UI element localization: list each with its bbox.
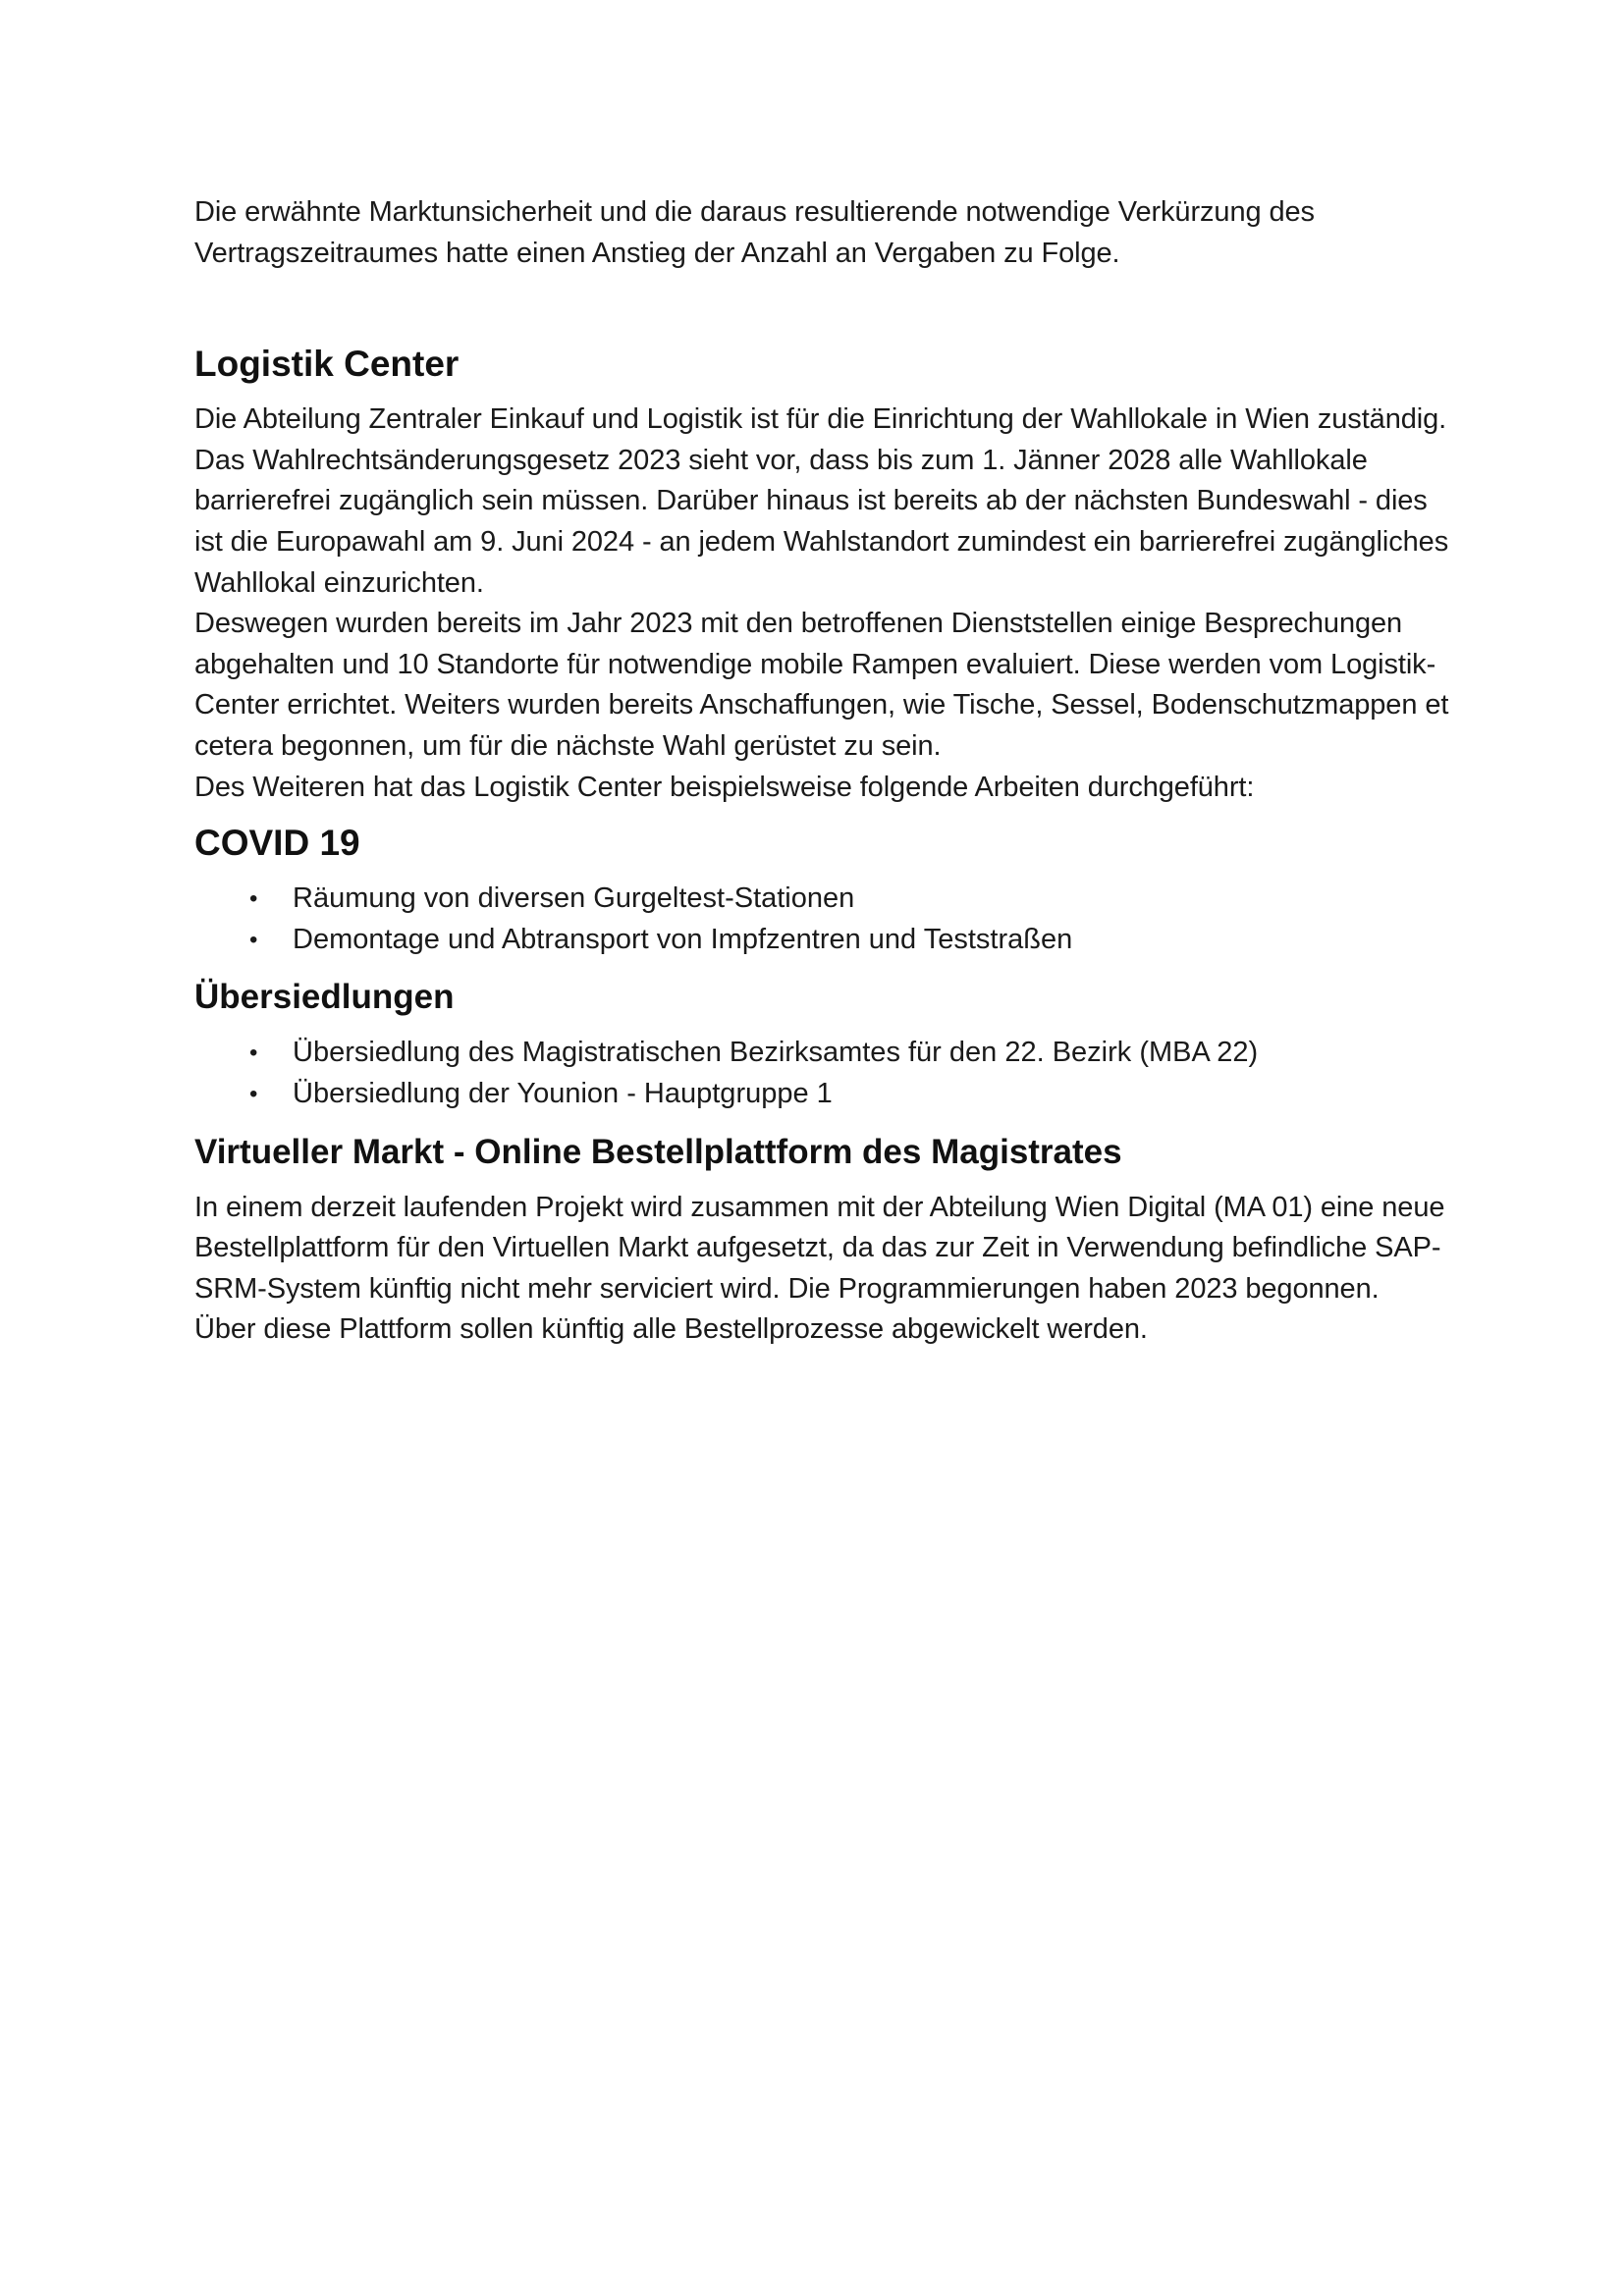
uebersiedlungen-list — [194, 1033, 1461, 1114]
list-item-text: Übersiedlung der Younion - Hauptgruppe 1 — [293, 1077, 833, 1109]
bullet-icon: • — [249, 1040, 258, 1067]
heading-covid-19: COVID 19 — [194, 823, 360, 864]
list-item — [194, 879, 1461, 920]
heading-logistik-center: Logistik Center — [194, 344, 460, 385]
intro-paragraph: Die erwähnte Marktunsicherheit und die daraus resultierende notwendige Verkürzung des Vertragszeitraumes hatte einen Anstieg der Anzahl an Vergaben zu Folge. — [194, 196, 1315, 269]
list-item — [194, 920, 1461, 961]
list-item — [194, 1074, 1461, 1115]
heading-virtueller-markt: Virtueller Markt - Online Bestellplattform des Magistrates — [194, 1132, 1122, 1171]
logistik-paragraph-1: Die Abteilung Zentraler Einkauf und Logistik ist für die Einrichtung der Wahllokale in Wien zuständig. Das Wahlrechtsänderungsgesetz 2023 sieht vor, dass bis zum 1. Jänner 2028 alle Wahllokale barrierefrei zugänglich sein müssen. Darüber hinaus ist bereits ab der nächsten Bundeswahl - dies ist die Europawahl am 9. Juni 2024 - an jedem Wahlstandort zumindest ein barrierefrei zugängliches Wahllokal einzurichten. — [194, 403, 1449, 599]
bullet-icon: • — [249, 885, 258, 913]
list-item-text: Demontage und Abtransport von Impfzentren und Teststraßen — [293, 923, 1073, 955]
covid-list — [194, 879, 1461, 960]
heading-uebersiedlungen: Übersiedlungen — [194, 978, 455, 1017]
list-item-text: Übersiedlung des Magistratischen Bezirksamtes für den 22. Bezirk (MBA 22) — [293, 1037, 1259, 1069]
list-item — [194, 1033, 1461, 1074]
logistik-paragraph-3: Des Weiteren hat das Logistik Center beispielsweise folgende Arbeiten durchgeführt: — [194, 771, 1255, 803]
virtueller-markt-paragraph-1: In einem derzeit laufenden Projekt wird zusammen mit der Abteilung Wien Digital (MA 01) eine neue Bestellplattform für den Virtuellen Markt aufgesetzt, da das zur Zeit in Verwendung befindliche SAP-SRM-System künftig nicht mehr serviciert wird. Die Programmierungen haben 2023 begonnen. — [194, 1191, 1445, 1305]
virtueller-markt-paragraph-2: Über diese Plattform sollen künftig alle Bestellprozesse abgewickelt werden. — [194, 1313, 1148, 1346]
list-item-text: Räumung von diversen Gurgeltest-Stationen — [293, 882, 855, 915]
bullet-icon: • — [249, 1080, 258, 1107]
logistik-paragraph-2: Deswegen wurden bereits im Jahr 2023 mit den betroffenen Dienststellen einige Besprechungen abgehalten und 10 Standorte für notwendige mobile Rampen evaluiert. Diese werden vom Logistik-Center errichtet. Weiters wurden bereits Anschaffungen, wie Tische, Sessel, Bodenschutzmappen et cetera begonnen, um für die nächste Wahl gerüstet zu sein. — [194, 608, 1449, 762]
document-page — [194, 192, 1461, 1351]
bullet-icon: • — [249, 926, 258, 953]
